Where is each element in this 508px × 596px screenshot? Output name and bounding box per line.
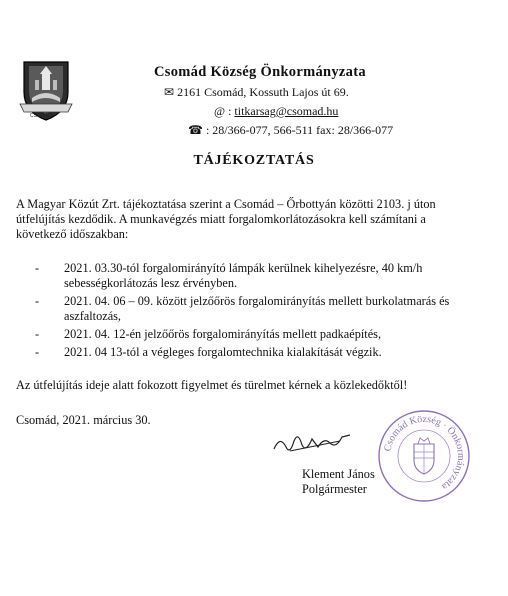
address-line xyxy=(154,85,454,100)
address-text: 2161 Csomád, Kossuth Lajos út 69. xyxy=(177,85,349,99)
crest-caption: CSOMÁD xyxy=(30,113,52,119)
signer xyxy=(302,467,375,497)
phone-text: 28/366-077, 566-511 fax: 28/366-077 xyxy=(212,123,394,137)
envelope-icon: ✉ xyxy=(164,85,175,99)
document-body xyxy=(16,197,454,428)
email-link[interactable]: titkarsag@csomad.hu xyxy=(234,104,339,118)
list-item: - 2021. 03.30-tól forgalomirányító lámpák kerülnek kihelyezésre, 40 km/h sebességkorlátozás lesz érvényben. xyxy=(35,261,423,290)
phone-line: ☎ : 28/366-077, 566-511 fax: 28/366-077 xyxy=(188,123,394,137)
list-item: - 2021. 04 13-tól a végleges forgalomtechnika kialakítását végzik. xyxy=(35,345,382,359)
svg-text:Csomád Község · Önkormányzata: Csomád Község · Önkormányzata xyxy=(382,413,467,492)
closing-paragraph: Az útfelújítás ideje alatt fokozott figyelmet és türelmet kérnek a közlekedőktől! xyxy=(16,378,408,392)
signer-role: Polgármester xyxy=(302,482,367,496)
intro-paragraph: A Magyar Közút Zrt. tájékoztatása szerint a Csomád – Őrbottyán közötti 2103. j úton útfelújítás kezdődik. A munkavégzés miatt forgalomkorlátozásokra kell számítani a következő időszakban: xyxy=(16,197,436,241)
at-sign-icon: @ xyxy=(214,104,226,118)
document-title: TÁJÉKOZTATÁS xyxy=(193,153,315,168)
list-item: - 2021. 04. 06 – 09. között jelzőőrös forgalomirányítás mellett burkolatmarás és aszfaltozás, xyxy=(35,294,450,323)
signer-name: Klement János xyxy=(302,467,375,481)
email-line: @ : titkarsag@csomad.hu xyxy=(214,104,339,118)
schedule-list xyxy=(16,261,454,360)
telephone-icon: ☎ xyxy=(188,123,203,137)
handwritten-signature xyxy=(270,427,354,457)
organization-name: Csomád Község Önkormányzata xyxy=(154,64,366,80)
official-stamp xyxy=(376,408,472,504)
list-item: - 2021. 04. 12-én jelzőőrös forgalomirányítás mellett padkaépítés, xyxy=(35,327,382,341)
letterhead xyxy=(154,64,454,138)
date-line: Csomád, 2021. március 30. xyxy=(16,413,151,427)
